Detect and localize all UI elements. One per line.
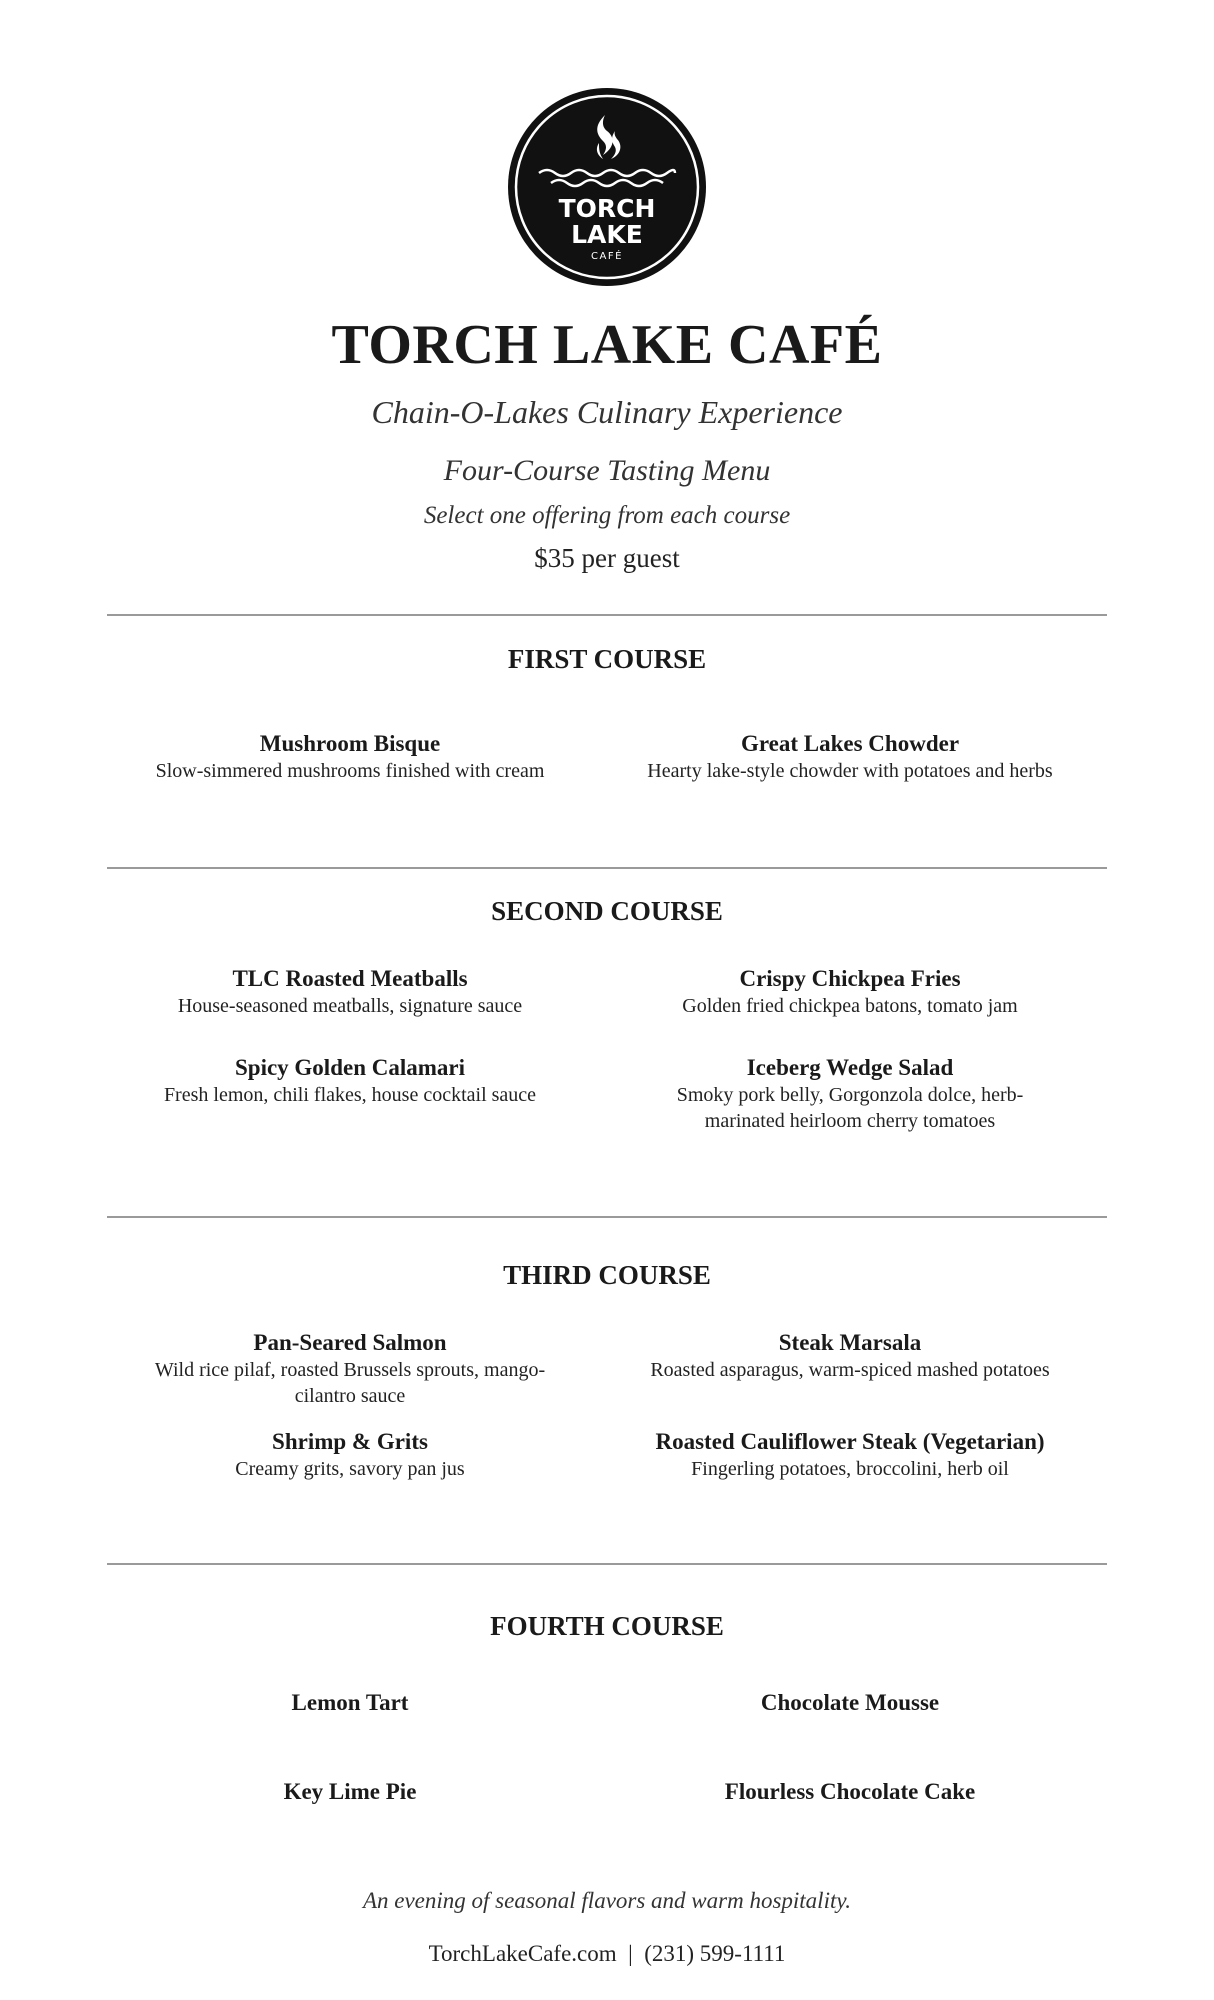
footer-tagline: An evening of seasonal flavors and warm hospitality. [362,1888,852,1913]
item-name: Flourless Chocolate Cake [724,1779,976,1804]
menu-item [120,730,580,784]
item-name: Pan-Seared Salmon [253,1330,447,1355]
divider [107,1216,1107,1218]
item-name: Key Lime Pie [283,1779,417,1804]
item-description: Smoky pork belly, Gorgonzola dolce, herb-marinated heirloom cherry tomatoes [676,1084,1024,1132]
item-name: Crispy Chickpea Fries [739,966,961,991]
item-description: Hearty lake-style chowder with potatoes and herbs [647,760,1053,782]
logo-line-1: TORCH [558,194,656,223]
menu-type: Four-Course Tasting Menu [443,454,771,487]
item-description: Slow-simmered mushrooms finished with cream [155,760,545,782]
item-name: Iceberg Wedge Salad [746,1055,954,1080]
logo-line-2: LAKE [571,220,643,249]
cafe-logo [507,87,707,287]
menu-item [130,1329,570,1409]
item-description: Roasted asparagus, warm-spiced mashed potatoes [650,1359,1050,1381]
divider [107,614,1107,616]
subtitle: Chain-O-Lakes Culinary Experience [371,394,843,430]
item-description: Wild rice pilaf, roasted Brussels sprouts, mango-cilantro sauce [154,1359,546,1407]
menu-item [620,1778,1080,1806]
course-heading-third: THIRD COURSE [503,1260,711,1290]
footer-contact: TorchLakeCafe.com | (231) 599-1111 [428,1941,786,1966]
logo-line-3: CAFÉ [591,251,623,262]
course-heading-first: FIRST COURSE [507,644,707,674]
item-description: Creamy grits, savory pan jus [235,1458,465,1480]
item-name: Spicy Golden Calamari [234,1055,465,1080]
instructions: Select one offering from each course [423,502,791,529]
item-name: Mushroom Bisque [259,731,441,756]
menu-item [620,1329,1080,1383]
course-heading-second: SECOND COURSE [491,896,723,926]
item-name: TLC Roasted Meatballs [232,966,468,991]
course-heading-fourth: FOURTH COURSE [490,1611,724,1641]
menu-item [120,1054,580,1108]
menu-item [620,1689,1080,1717]
item-description: Fresh lemon, chili flakes, house cocktail sauce [163,1084,537,1106]
divider [107,867,1107,869]
menu-item [620,965,1080,1019]
item-name: Steak Marsala [778,1330,922,1355]
item-name: Great Lakes Chowder [740,731,960,756]
item-description: House-seasoned meatballs, signature sauce [177,995,523,1017]
item-description: Fingerling potatoes, broccolini, herb oil [691,1458,1009,1480]
menu-item [640,1054,1060,1134]
menu-item [120,1428,580,1482]
menu-item [120,1689,580,1717]
divider [107,1563,1107,1565]
item-name: Chocolate Mousse [760,1690,940,1715]
price: $35 per guest [534,543,680,573]
menu-item [120,965,580,1019]
item-name: Shrimp & Grits [272,1429,428,1454]
menu-item [120,1778,580,1806]
page-title: TORCH LAKE CAFÉ [331,314,883,376]
item-name: Lemon Tart [291,1690,409,1715]
menu-item [620,1428,1080,1482]
item-description: Golden fried chickpea batons, tomato jam [682,995,1018,1017]
item-name: Roasted Cauliflower Steak (Vegetarian) [655,1429,1045,1454]
menu-item [620,730,1080,784]
